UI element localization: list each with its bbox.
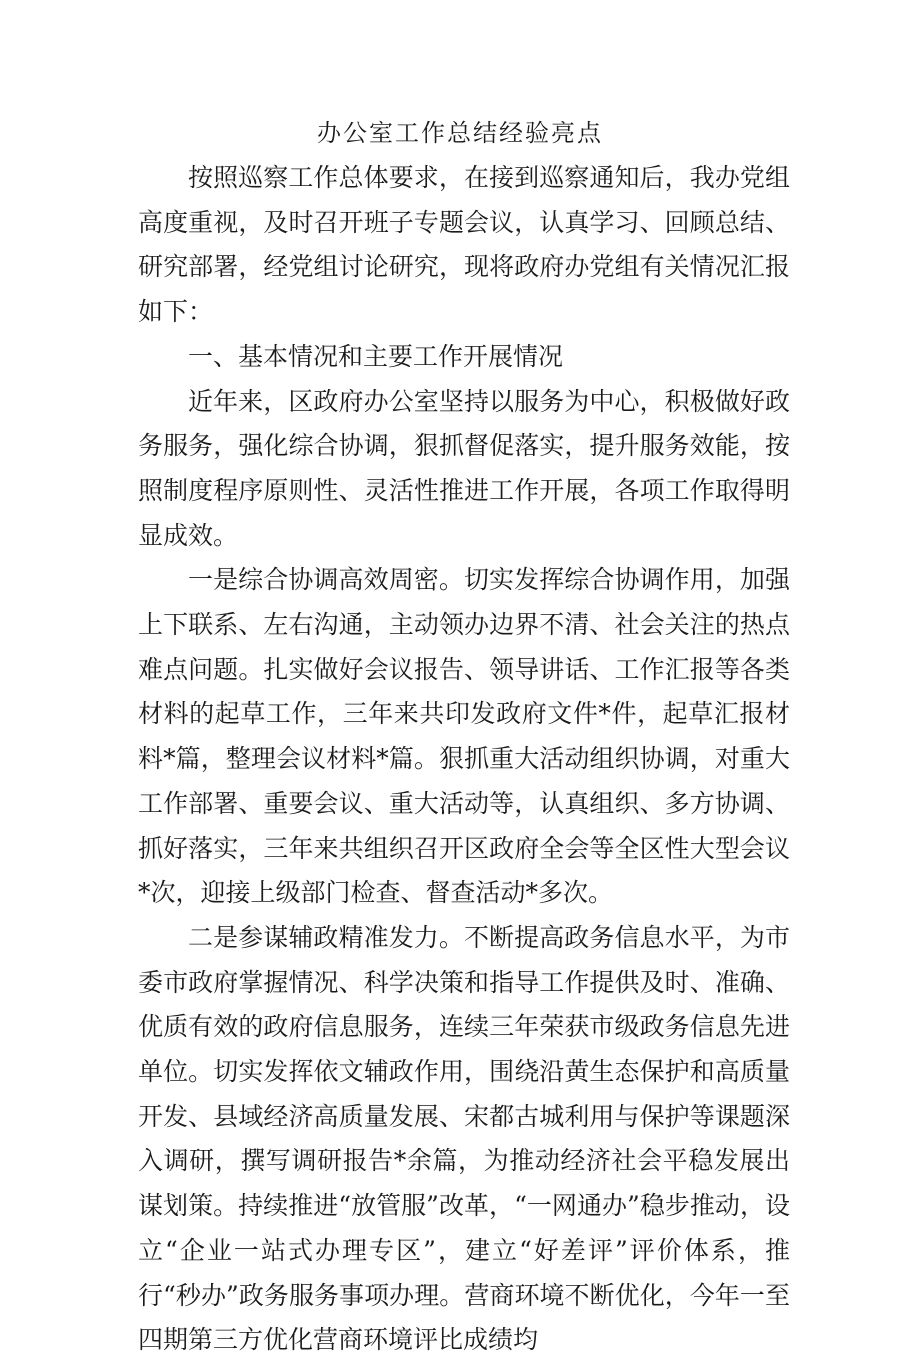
document-body xyxy=(138,156,790,1363)
section-heading: 一、基本情况和主要工作开展情况 xyxy=(188,341,564,371)
document-title: 办公室工作总结经验亮点 xyxy=(317,119,603,147)
coordination-paragraph: 一是综合协调高效周密。切实发挥综合协调作用，加强上下联系、左右沟通，主动领办边界不清、社会关注的热点难点问题。扎实做好会议报告、领导讲话、工作汇报等各类材料的起草工作，三年来共印发政府文件*件，起草汇报材料*篇，整理会议材料*篇。狠抓重大活动组织协调，对重大工作部署、重要会议、重大活动等，认真组织、多方协调、抓好落实，三年来共组织召开区政府全会等全区性大型会议*次，迎接上级部门检查、督查活动*多次。 xyxy=(138,565,790,908)
advisory-paragraph: 二是参谋辅政精准发力。不断提高政务信息水平，为市委市政府掌握情况、科学决策和指导工作提供及时、准确、优质有效的政府信息服务，连续三年荣获市级政务信息先进单位。切实发挥依文辅政作用，围绕沿黄生态保护和高质量开发、县域经济高质量发展、宋都古城利用与保护等课题深入调研，撰写调研报告*余篇，为推动经济社会平稳发展出谋划策。持续推进“放管服”改革，“一网通办”稳步推动，设立“企业一站式办理专区”，建立“好差评”评价体系，推行“秒办”政务服务事项办理。营商环境不断优化，今年一至四期第三方优化营商环境评比成绩均 xyxy=(138,922,790,1355)
overview-paragraph: 近年来，区政府办公室坚持以服务为中心，积极做好政务服务，强化综合协调，狠抓督促落实，提升服务效能，按照制度程序原则性、灵活性推进工作开展，各项工作取得明显成效。 xyxy=(138,386,790,550)
intro-paragraph: 按照巡察工作总体要求，在接到巡察通知后，我办党组高度重视，及时召开班子专题会议，认真学习、回顾总结、研究部署，经党组讨论研究，现将政府办党组有关情况汇报如下： xyxy=(138,163,790,327)
